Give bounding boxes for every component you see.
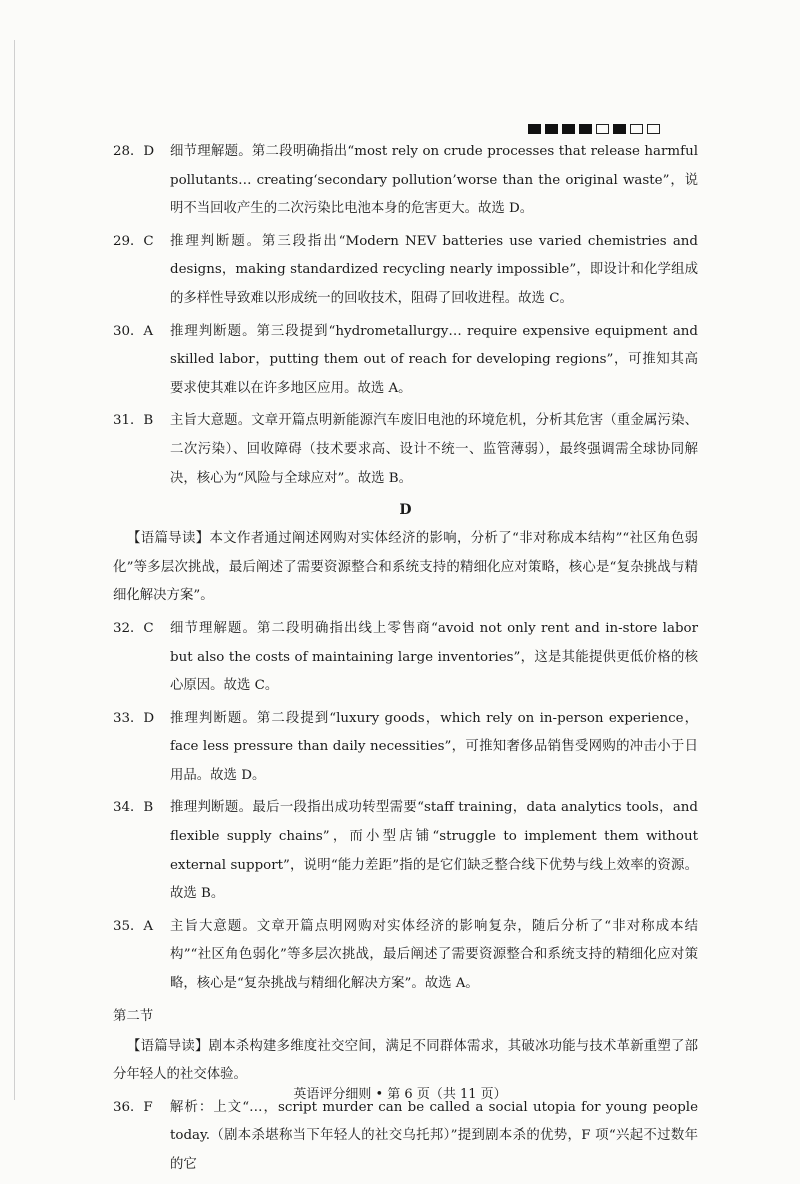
item-number: 31．B (113, 413, 154, 429)
answer-item-29 (113, 228, 698, 314)
item-explanation: 细节理解题。第二段明确指出线上零售商“avoid not only rent and in-store labor but also the costs of maintaining large inventories”，这是其能提供更低价格的核心原因。故选 C。 (170, 620, 698, 694)
mark-box (562, 124, 575, 134)
answer-item-36 (113, 1094, 698, 1180)
section-2-intro: 【语篇导读】剧本杀构建多维度社交空间，满足不同群体需求，其破冰功能与技术革新重塑了部分年轻人的社交体验。 (113, 1038, 698, 1083)
mark-box (613, 124, 626, 134)
item-explanation: 主旨大意题。文章开篇点明新能源汽车废旧电池的环境危机，分析其危害（重金属污染、二次污染）、回收障碍（技术要求高、设计不统一、监管薄弱），最终强调需全球协同解决，核心为“风险与全球应对”。故选 B。 (170, 413, 698, 486)
header-answer-marks (528, 124, 660, 134)
answer-item-35 (113, 913, 698, 999)
item-explanation: 推理判断题。第二段提到“luxury goods，which rely on in-person experience，face less pressure than daily necessities”，可推知奢侈品销售受网购的冲击小于日用品。故选 D。 (170, 710, 698, 783)
item-explanation: 解析：上文“…，script murder can be called a social utopia for young people today.（剧本杀堪称当下年轻人的社交乌托邦）”提到剧本杀的优势，F 项“兴起不过数年的它 (170, 1099, 698, 1172)
answer-content (113, 138, 698, 1184)
item-explanation: 推理判断题。第三段提到“hydrometallurgy… require expensive equipment and skilled labor，putting them out of reach for developing regions”，可推知其高要求使其难以在许多地区应用。故选 A。 (170, 323, 698, 396)
mark-box (579, 124, 592, 134)
mark-box (647, 124, 660, 134)
item-number: 36．F (113, 1099, 153, 1115)
item-number: 32．C (113, 620, 154, 636)
item-number: 30．A (113, 323, 154, 339)
answer-item-30 (113, 318, 698, 404)
item-explanation: 细节理解题。第二段明确指出“most rely on crude processes that release harmful pollutants… creating‘secondary pollution’worse than the original waste”，说明不当回收产生的二次污染比电池本身的危害更大。故选 D。 (170, 144, 698, 217)
item-number: 35．A (113, 918, 154, 934)
mark-box (596, 124, 609, 134)
answer-item-31 (113, 407, 698, 493)
section-2-heading: 第二节 (113, 1008, 154, 1024)
section-d-intro: 【语篇导读】本文作者通过阐述网购对实体经济的影响，分析了“非对称成本结构”“社区角色弱化”等多层次挑战，最后阐述了需要资源整合和系统支持的精细化应对策略，核心是“复杂挑战与精细化解决方案”。 (113, 531, 698, 604)
item-explanation: 主旨大意题。文章开篇点明网购对实体经济的影响复杂，随后分析了“非对称成本结构”“社区角色弱化”等多层次挑战，最后阐述了需要资源整合和系统支持的精细化应对策略，核心是“复杂挑战与精细化解决方案”。故选 A。 (170, 918, 698, 992)
item-explanation: 推理判断题。第三段指出“Modern NEV batteries use varied chemistries and designs，making standardized recycling nearly impossible”，即设计和化学组成的多样性导致难以形成统一的回收技术，阻碍了回收进程。故选 C。 (170, 233, 698, 306)
answer-item-32 (113, 615, 698, 701)
item-number: 29．C (113, 233, 154, 249)
page-footer: 英语评分细则 • 第 6 页（共 11 页） (293, 1087, 507, 1102)
item-number: 28．D (113, 144, 155, 159)
answer-item-28 (113, 138, 698, 224)
item-number: 33．D (113, 710, 155, 726)
mark-box (630, 124, 643, 134)
mark-box (545, 124, 558, 134)
item-number: 34．B (113, 800, 154, 816)
item-explanation: 推理判断题。最后一段指出成功转型需要“staff training，data analytics tools，and flexible supply chains”，而小型店铺“struggle to implement them without external support”，说明“能力差距”指的是它们缺乏整合线下优势与线上效率的资源。故选 B。 (170, 800, 698, 902)
answer-item-33 (113, 705, 698, 791)
section-d-title: D (399, 502, 412, 519)
answer-item-34 (113, 794, 698, 908)
binding-margin-line (14, 40, 15, 1100)
mark-box (528, 124, 541, 134)
